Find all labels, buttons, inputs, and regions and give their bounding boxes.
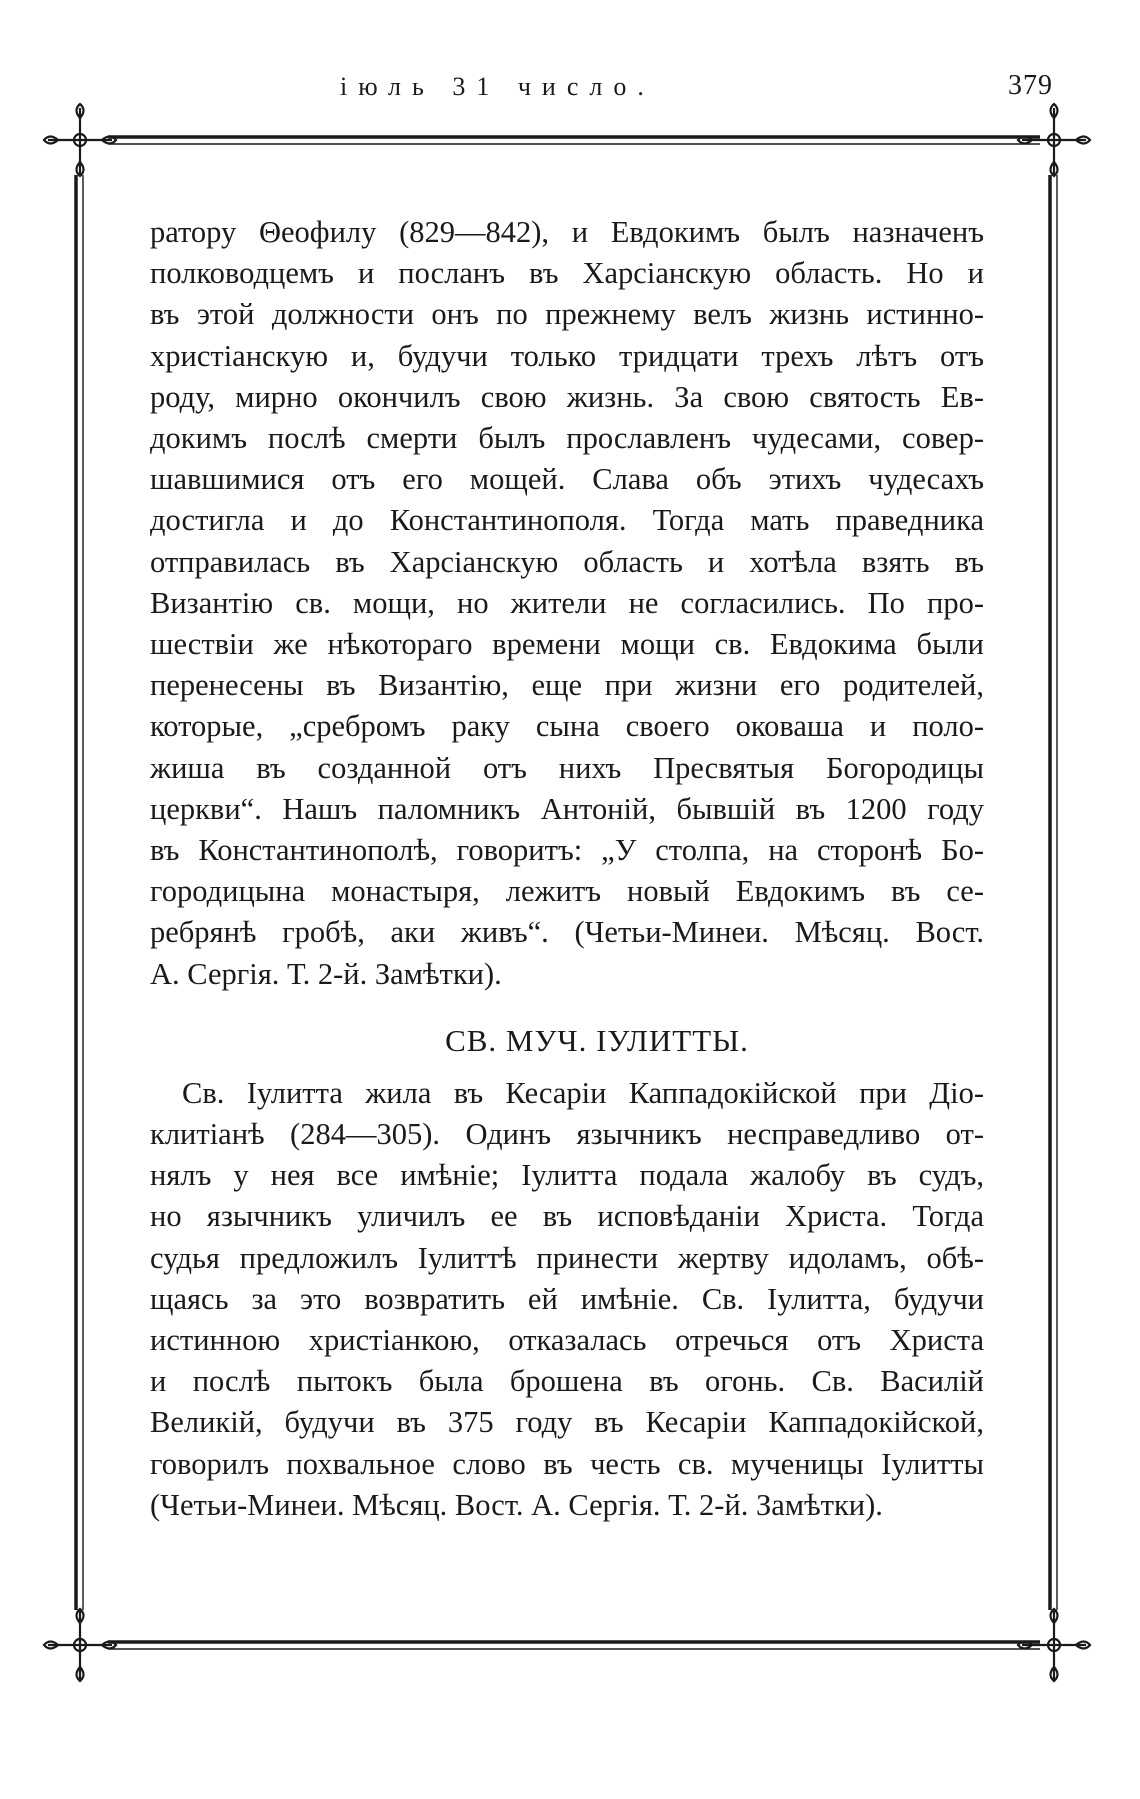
text-line: полководцемъ и посланъ въ Харсіанскую область. Но и [150, 256, 984, 291]
text-line: судья предложилъ Іулиттѣ принести жертву идоламъ, обѣ- [150, 1240, 984, 1275]
text-line: которые, „сребромъ раку сына своего оковаша и поло- [150, 709, 984, 744]
corner-ornament-top-right [1018, 104, 1090, 176]
text-line: достигла и до Константинополя. Тогда мать праведника [150, 503, 984, 538]
main-text [150, 212, 984, 1526]
text-line: (Четьи-Минеи. Мѣсяц. Вост. А. Сергія. Т. 2-й. Замѣтки). [150, 1487, 883, 1522]
text-line: Великій, будучи въ 375 году въ Кесаріи Каппадокійской, [150, 1405, 984, 1440]
text-line: Византію св. мощи, но жители не согласились. По про- [150, 585, 984, 620]
text-line: роду, мирно окончилъ свою жизнь. За свою святость Ев- [150, 379, 984, 414]
text-line: ратору Θеофилу (829—842), и Евдокимъ былъ назначенъ [150, 215, 984, 249]
corner-ornament-bottom-right [1018, 1609, 1090, 1681]
text-line: говорилъ похвальное слово въ честь св. мученицы Іулитты [150, 1446, 984, 1481]
text-line: въ Константинополѣ, говоритъ: „У столпа, на сторонѣ Бо- [150, 833, 984, 868]
text-line: нялъ у нея все имѣніе; Іулитта подала жалобу въ судъ, [150, 1158, 984, 1193]
section-heading: СВ. МУЧ. ІУЛИТТЫ. [445, 1022, 749, 1058]
page-number: 379 [1008, 70, 1053, 101]
text-line: перенесены въ Византію, еще при жизни его родителей, [150, 668, 984, 703]
text-line: въ этой должности онъ по прежнему велъ жизнь истинно- [150, 297, 984, 332]
text-line: истинною христіанкою, отказалась отречься отъ Христа [150, 1323, 984, 1358]
text-line: христіанскую и, будучи только тридцати трехъ лѣтъ отъ [150, 338, 984, 373]
text-line: но язычникъ уличилъ ее въ исповѣданіи Христа. Тогда [150, 1199, 984, 1234]
text-line: ребрянѣ гробѣ, аки живъ“. (Четьи-Минеи. Мѣсяц. Вост. [150, 915, 984, 950]
corner-ornament-bottom-left [44, 1609, 116, 1681]
paragraph-evdokim [150, 212, 984, 995]
text-line: жиша въ созданной отъ нихъ Пресвятыя Богородицы [150, 750, 984, 785]
text-line: церкви“. Нашъ паломникъ Антоній, бывшій въ 1200 году [150, 791, 984, 826]
text-line: докимъ послѣ смерти былъ прославленъ чудесами, совер- [150, 421, 984, 456]
text-line: отправилась въ Харсіанскую область и хотѣла взять въ [150, 544, 984, 579]
text-line: щаясь за это возвратить ей имѣніе. Св. Іулитта, будучи [150, 1281, 984, 1316]
text-line: А. Сергія. Т. 2-й. Замѣтки). [150, 956, 502, 991]
text-line: клитіанѣ (284—305). Одинъ язычникъ несправедливо от- [150, 1117, 984, 1152]
text-line: и послѣ пытокъ была брошена въ огонь. Св. Василій [150, 1364, 984, 1399]
corner-ornament-top-left [44, 104, 116, 176]
running-head: іюль 31 число. [340, 72, 655, 101]
text-line: шавшимися отъ его мощей. Слава объ этихъ чудесахъ [150, 462, 984, 497]
paragraph-iulitta [150, 1073, 984, 1526]
text-line: городицына монастыря, лежитъ новый Евдокимъ въ се- [150, 874, 984, 909]
text-line: Св. Іулитта жила въ Кесаріи Каппадокійской при Діо- [182, 1075, 984, 1110]
text-line: шествіи же нѣкотораго времени мощи св. Евдокима были [150, 627, 984, 662]
